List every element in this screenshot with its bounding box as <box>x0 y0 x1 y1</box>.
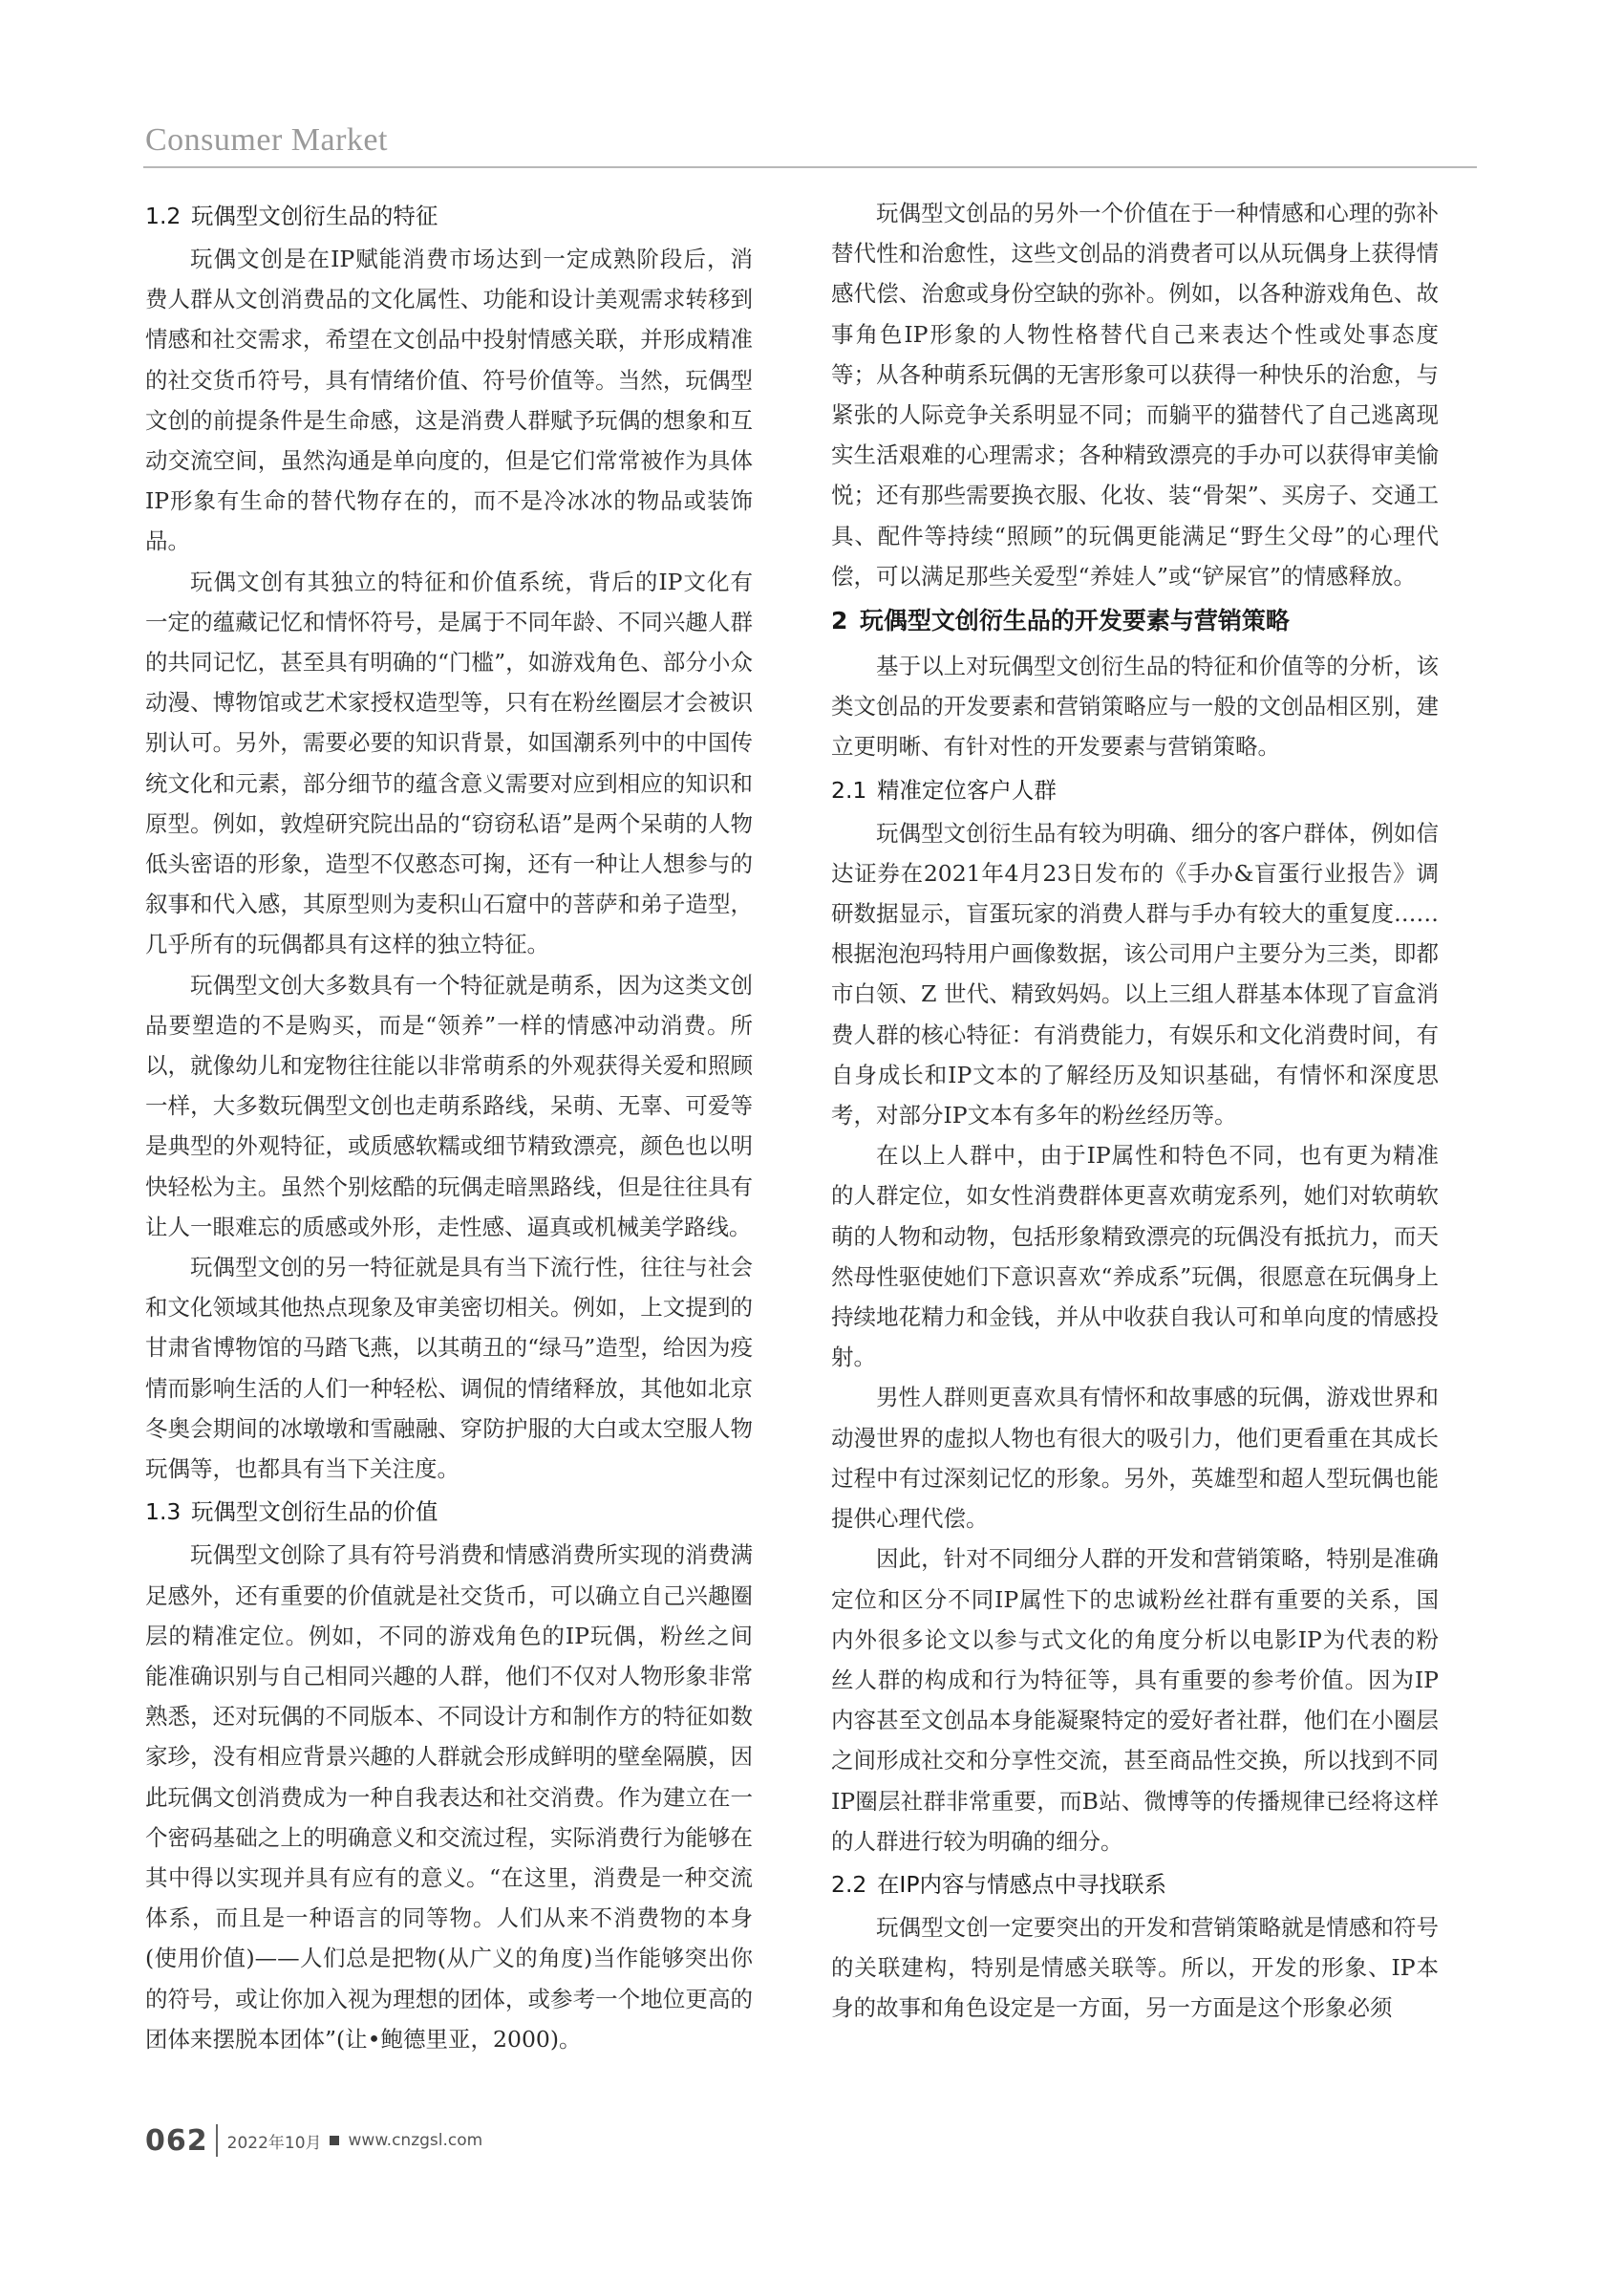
heading-text: 玩偶型文创衍生品的特征 <box>190 203 438 229</box>
paragraph: 在以上人群中，由于IP属性和特色不同，也有更为精准的人群定位，如女性消费群体更喜欢萌宠系列，她们对软萌软萌的人物和动物，包括形象精致漂亮的玩偶没有抵抗力，而天然母性驱使她们下意识喜欢“养成系”玩偶，很愿意在玩偶身上持续地花精力和金钱，并从中收获自我认可和单向度的情感投射。 <box>831 1142 1439 1371</box>
paragraph: 玩偶型文创品的另外一个价值在于一种情感和心理的弥补替代性和治愈性，这些文创品的消费者可以从玩偶身上获得情感代偿、治愈或身份空缺的弥补。例如，以各种游戏角色、故事角色IP形象的人物性格替代自己来表达个性或处事态度等；从各种萌系玩偶的无害形象可以获得一种快乐的治愈，与紧张的人际竞争关系明显不同；而躺平的猫替代了自己逃离现实生活艰难的心理需求；各种精致漂亮的手办可以获得审美愉悦；还有那些需要换衣服、化妆、装“骨架”、买房子、交通工具、配件等持续“照顾”的玩偶更能满足“野生父母”的心理代偿，可以满足那些关爱型“养娃人”或“铲屎官”的情感释放。 <box>831 200 1439 590</box>
heading-number: 1.3 <box>145 1498 182 1526</box>
subsection-heading <box>145 1489 753 1535</box>
heading-text: 玩偶型文创衍生品的开发要素与营销策略 <box>859 607 1290 635</box>
paragraph: 玩偶型文创一定要突出的开发和营销策略就是情感和符号的关联建构，特别是情感关联等。所以，开发的形象、IP本身的故事和角色设定是一方面，另一方面是这个形象必须 <box>831 1913 1439 2022</box>
footer-divider <box>216 2124 218 2157</box>
paragraph: 玩偶型文创大多数具有一个特征就是萌系，因为这类文创品要塑造的不是购买，而是“领养”一样的情感冲动消费。所以，就像幼儿和宠物往往能以非常萌系的外观获得关爱和照顾一样，大多数玩偶型文创也走萌系路线，呆萌、无辜、可爱等是典型的外观特征，或质感软糯或细节精致漂亮，颜色也以明快轻松为主。虽然个别炫酷的玩偶走暗黑路线，但是往往具有让人一眼难忘的质感或外形，走性感、逼真或机械美学路线。 <box>145 971 753 1240</box>
page-number: 062 <box>145 2123 208 2158</box>
paragraph: 基于以上对玩偶型文创衍生品的特征和价值等的分析，该类文创品的开发要素和营销策略应与一般的文创品相区别，建立更明晰、有针对性的开发要素与营销策略。 <box>831 653 1439 761</box>
heading-text: 玩偶型文创衍生品的价值 <box>190 1498 438 1526</box>
subsection-heading <box>831 1861 1439 1907</box>
subsection-heading <box>145 193 753 239</box>
heading-number: 2.2 <box>831 1870 867 1898</box>
heading-number: 1.2 <box>145 203 182 229</box>
paragraph: 玩偶型文创除了具有符号消费和情感消费所实现的消费满足感外，还有重要的价值就是社交货币，可以确立自己兴趣圈层的精准定位。例如，不同的游戏角色的IP玩偶，粉丝之间能准确识别与自己相同兴趣的人群，他们不仅对人物形象非常熟悉，还对玩偶的不同版本、不同设计方和制作方的特征如数家珍，没有相应背景兴趣的人群就会形成鲜明的壁垒隔膜，因此玩偶文创消费成为一种自我表达和社交消费。作为建立在一个密码基础之上的明确意义和交流过程，实际消费行为能够在其中得以实现并具有应有的意义。“在这里，消费是一种交流体系，而且是一种语言的同等物。人们从来不消费物的本身(使用价值)——人们总是把物(从广义的角度)当作能够突出你的符号，或让你加入视为理想的团体，或参考一个地位更高的团体来摆脱本团体”(让•鲍德里亚，2000)。 <box>145 1541 753 2053</box>
paragraph: 玩偶型文创衍生品有较为明确、细分的客户群体，例如信达证券在2021年4月23日发布的《手办&盲蛋行业报告》调研数据显示，盲蛋玩家的消费人群与手办有较大的重复度……根据泡泡玛特用户画像数据，该公司用户主要分为三类，即都市白领、Z 世代、精致妈妈。以上三组人群基本体现了盲盒消费人群的核心特征：有消费能力，有娱乐和文化消费时间，有自身成长和IP文本的了解经历及知识基础，有情怀和深度思考，对部分IP文本有多年的粉丝经历等。 <box>831 819 1439 1129</box>
paragraph: 因此，针对不同细分人群的开发和营销策略，特别是准确定位和区分不同IP属性下的忠诚粉丝社群有重要的关系，国内外很多论文以参与式文化的角度分析以电影IP为代表的粉丝人群的构成和行为特征等，具有重要的参考价值。因为IP内容甚至文创品本身能凝聚特定的爱好者社群，他们在小圈层之间形成社交和分享性交流，甚至商品性交换，所以找到不同IP圈层社群非常重要，而B站、微博等的传播规律已经将这样的人群进行较为明确的细分。 <box>831 1545 1439 1855</box>
square-bullet-icon <box>330 2136 339 2145</box>
paragraph: 玩偶型文创的另一特征就是具有当下流行性，往往与社会和文化领域其他热点现象及审美密切相关。例如，上文提到的甘肃省博物馆的马踏飞燕，以其萌丑的“绿马”造型，给因为疫情而影响生活的人们一种轻松、调侃的情绪释放，其他如北京冬奥会期间的冰墩墩和雪融融、穿防护服的大白或太空服人物玩偶等，也都具有当下关注度。 <box>145 1254 753 1483</box>
page-footer <box>145 2121 482 2160</box>
subsection-heading <box>831 767 1439 813</box>
paragraph: 男性人群则更喜欢具有情怀和故事感的玩偶，游戏世界和动漫世界的虚拟人物也有很大的吸引力，他们更看重在其成长过程中有过深刻记忆的形象。另外，英雄型和超人型玩偶也能提供心理代偿。 <box>831 1384 1439 1533</box>
paragraph: 玩偶文创是在IP赋能消费市场达到一定成熟阶段后，消费人群从文创消费品的文化属性、功能和设计美观需求转移到情感和社交需求，希望在文创品中投射情感关联，并形成精准的社交货币符号，具有情绪价值、符号价值等。当然，玩偶型文创的前提条件是生命感，这是消费人群赋予玩偶的想象和互动交流空间，虽然沟通是单向度的，但是它们常常被作为具体IP形象有生命的替代物存在的，而不是冷冰冰的物品或装饰品。 <box>145 246 753 555</box>
paragraph: 玩偶文创有其独立的特征和价值系统，背后的IP文化有一定的蕴藏记忆和情怀符号，是属于不同年龄、不同兴趣人群的共同记忆，甚至具有明确的“门槛”，如游戏角色、部分小众动漫、博物馆或艺术家授权造型等，只有在粉丝圈层才会被识别认可。另外，需要必要的知识背景，如国潮系列中的中国传统文化和元素，部分细节的蕴含意义需要对应到相应的知识和原型。例如，敦煌研究院出品的“窃窃私语”是两个呆萌的人物低头密语的形象，造型不仅憨态可掬，还有一种让人想参与的叙事和代入感，其原型则为麦积山石窟中的菩萨和弟子造型，几乎所有的玩偶都具有这样的独立特征。 <box>145 568 753 958</box>
website-url: www.cnzgsl.com <box>348 2131 483 2150</box>
heading-number: 2 <box>831 607 848 635</box>
left-column <box>145 193 753 2059</box>
section-heading <box>831 596 1439 646</box>
heading-text: 精准定位客户人群 <box>876 776 1057 804</box>
heading-number: 2.1 <box>831 776 867 804</box>
right-column <box>831 193 1439 2029</box>
issue-date: 2022年10月 <box>226 2133 322 2153</box>
heading-text: 在IP内容与情感点中寻找联系 <box>876 1870 1167 1898</box>
running-title: Consumer Market <box>145 122 388 158</box>
header-rule <box>143 166 1477 168</box>
